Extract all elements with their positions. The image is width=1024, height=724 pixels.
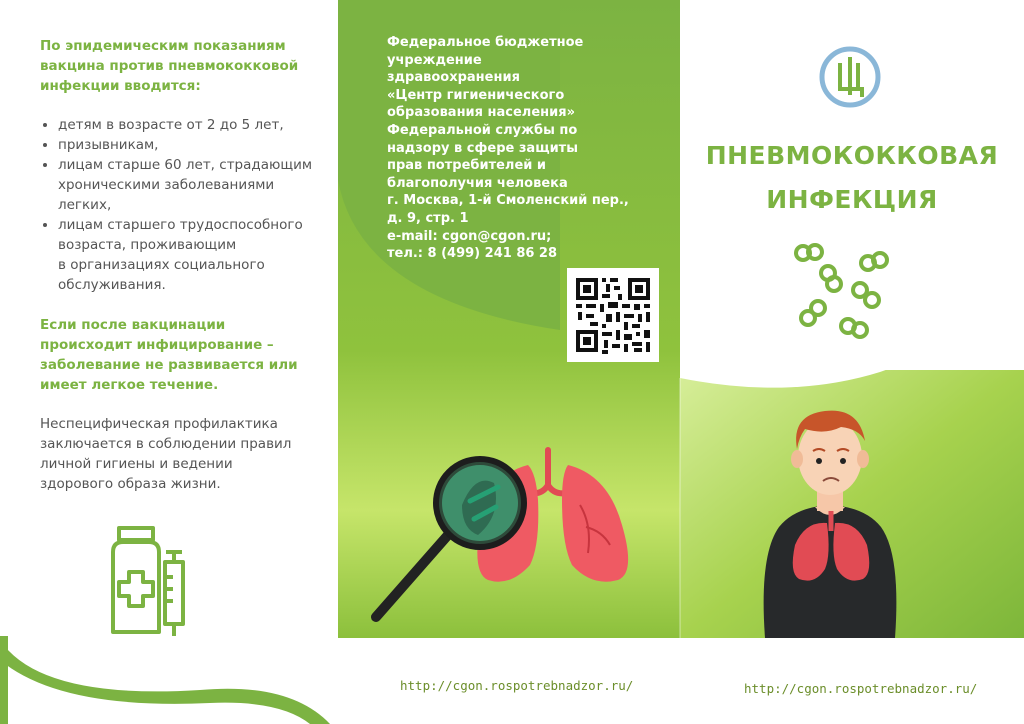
list-item-line: легких, <box>58 197 112 213</box>
title-line: ПНЕВМОКОККОВАЯ <box>705 141 999 170</box>
qr-code[interactable] <box>567 268 659 362</box>
list-item <box>58 135 348 155</box>
intro-line: По эпидемическим показаниям <box>40 38 286 54</box>
list-item-line: • лицам старше 60 лет, страдающим <box>58 157 313 173</box>
org-address: д. 9, стр. 1 <box>387 210 469 226</box>
page-title <box>680 134 1024 222</box>
list-item-line: обслуживания. <box>58 277 166 293</box>
org-phone: тел.: 8 (499) 241 86 28 <box>387 246 558 262</box>
prevention-text <box>40 414 330 494</box>
list-item-line: • лицам старшего трудоспособного <box>58 217 303 233</box>
sick-boy-illustration <box>755 405 905 638</box>
note-line: имеет легкое течение. <box>40 377 219 393</box>
middle-website-link[interactable]: http://cgon.rospotrebnadzor.ru/ <box>400 678 634 693</box>
cgon-logo-icon <box>818 45 882 109</box>
list-item-line: • детям в возрасте от 2 до 5 лет, <box>58 117 284 133</box>
prevention-line: здорового образа жизни. <box>40 476 221 492</box>
organization-info <box>387 34 667 263</box>
org-line: прав потребителей и <box>387 158 547 174</box>
magnifier-icon <box>376 459 524 617</box>
list-item-line: • призывникам, <box>58 137 159 153</box>
list-item-line: возраста, проживающим <box>58 237 237 253</box>
org-email[interactable]: e-mail: cgon@cgon.ru; <box>387 228 552 244</box>
vaccination-note <box>40 315 330 395</box>
list-item <box>58 215 348 295</box>
org-line: Федеральной службы по <box>387 122 578 138</box>
org-line: «Центр гигиенического <box>387 87 565 103</box>
list-item <box>58 155 348 215</box>
bacteria-icon <box>788 238 898 342</box>
prevention-line: личной гигиены и ведении <box>40 456 233 472</box>
list-item-line: хроническими заболеваниями <box>58 177 275 193</box>
indication-list <box>40 115 348 295</box>
right-website-link[interactable]: http://cgon.rospotrebnadzor.ru/ <box>744 681 978 696</box>
qr-code-icon <box>567 268 659 362</box>
org-line: благополучия человека <box>387 175 568 191</box>
org-line: учреждение <box>387 52 482 68</box>
prevention-line: Неспецифическая профилактика <box>40 416 278 432</box>
org-line: образования населения» <box>387 105 575 121</box>
note-line: Если после вакцинации <box>40 317 226 333</box>
list-item <box>58 115 348 135</box>
intro-line: инфекции вводится: <box>40 78 201 94</box>
org-address: г. Москва, 1-й Смоленский пер., <box>387 193 629 209</box>
org-line: надзору в сфере защиты <box>387 140 578 156</box>
note-line: происходит инфицирование – <box>40 337 274 353</box>
vaccine-bottle-syringe-icon <box>105 522 195 642</box>
prevention-line: заключается в соблюдении правил <box>40 436 292 452</box>
list-item-line: в организациях социального <box>58 257 265 273</box>
title-line: ИНФЕКЦИЯ <box>766 185 938 214</box>
intro-line: вакцина против пневмококковой <box>40 58 299 74</box>
lungs-magnifier-illustration <box>370 445 640 625</box>
org-line: Федеральное бюджетное <box>387 35 584 50</box>
note-line: заболевание не развивается или <box>40 357 298 373</box>
org-line: здравоохранения <box>387 70 520 86</box>
left-intro <box>40 36 330 96</box>
